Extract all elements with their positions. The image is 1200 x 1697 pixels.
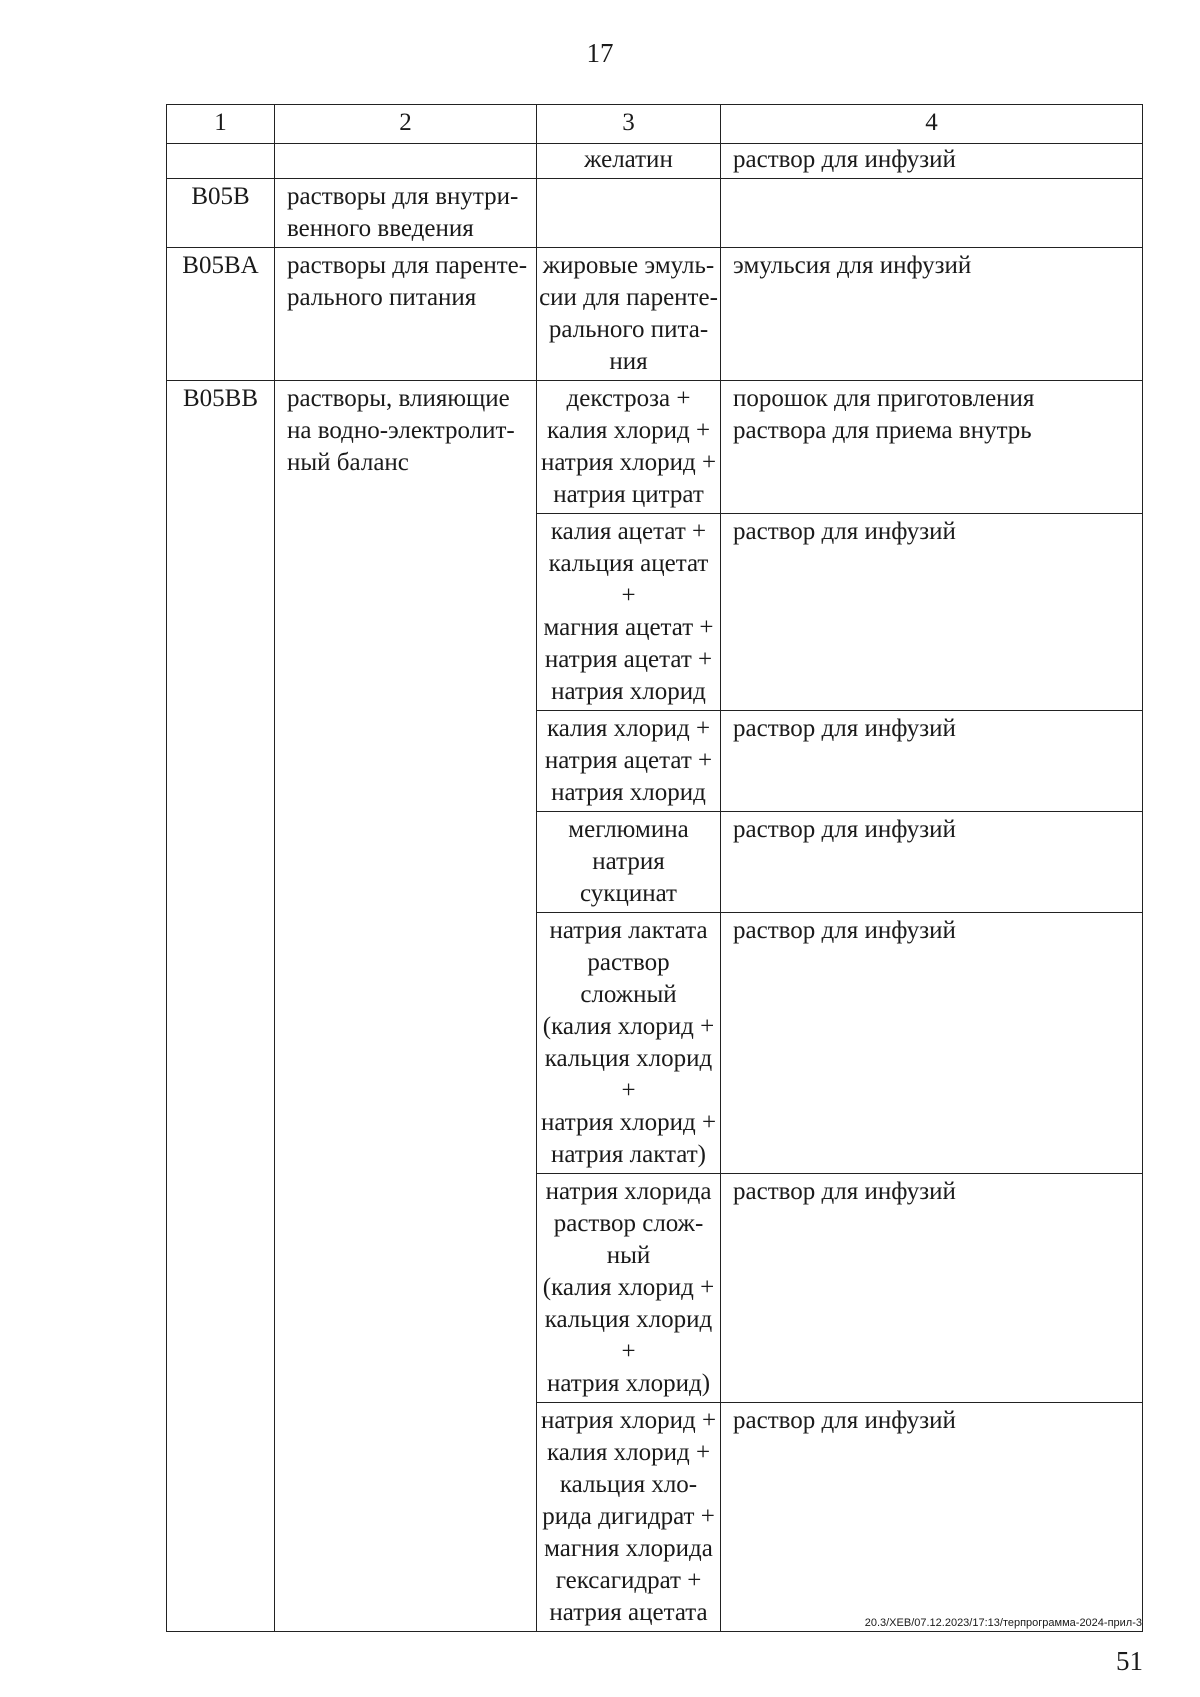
atc-code-cell: B05B (167, 179, 275, 248)
form-cell: раствор для инфузий (721, 1403, 1143, 1632)
table-header-row (167, 105, 1143, 144)
substance-cell: жировые эмуль- сии для паренте- рального пита- ния (537, 248, 721, 381)
form-cell: раствор для инфузий (721, 913, 1143, 1174)
header-col-2: 2 (275, 105, 537, 144)
table-row (167, 144, 1143, 179)
page-number-top: 17 (586, 38, 614, 68)
header-col-1: 1 (167, 105, 275, 144)
form-cell: раствор для инфузий (721, 514, 1143, 711)
substance-cell: натрия лактата раствор сложный (калия хлорид + кальция хлорид + натрия хлорид + натрия лактат) (537, 913, 721, 1174)
document-footer-code: 20.3/ХЕВ/07.12.2023/17:13/терпрограмма-2024-прил-3 (864, 1617, 1142, 1629)
group-cell: растворы для паренте- рального питания (275, 248, 537, 381)
page-number-bottom: 51 (1116, 1646, 1143, 1676)
group-cell: растворы, влияющие на водно-электролит- ный баланс (275, 381, 537, 1632)
table-row (167, 179, 1143, 248)
substance-cell: декстроза + калия хлорид + натрия хлорид + натрия цитрат (537, 381, 721, 514)
atc-code-cell: B05BA (167, 248, 275, 381)
group-cell: растворы для внутри- венного введения (275, 179, 537, 248)
substance-cell: желатин (537, 144, 721, 179)
substance-cell: натрия хлорида раствор слож- ный (калия хлорид + кальция хлорид + натрия хлорид) (537, 1174, 721, 1403)
table-row (167, 248, 1143, 381)
substance-cell: натрия хлорид + калия хлорид + кальция хло- рида дигидрат + магния хлорида гексагидрат + натрия ацетата (537, 1403, 721, 1632)
form-cell: порошок для приготовления раствора для приема внутрь (721, 381, 1143, 514)
header-col-3: 3 (537, 105, 721, 144)
form-cell: раствор для инфузий (721, 711, 1143, 812)
form-cell: эмульсия для инфузий (721, 248, 1143, 381)
form-cell: раствор для инфузий (721, 812, 1143, 913)
substance-cell: меглюмина натрия сукцинат (537, 812, 721, 913)
table-row (167, 381, 1143, 514)
drug-table (166, 104, 1143, 1632)
substance-cell: калия ацетат + кальция ацетат + магния ацетат + натрия ацетат + натрия хлорид (537, 514, 721, 711)
substance-cell: калия хлорид + натрия ацетат + натрия хлорид (537, 711, 721, 812)
atc-code-cell: B05BB (167, 381, 275, 1632)
form-cell: раствор для инфузий (721, 1174, 1143, 1403)
form-cell: раствор для инфузий (721, 144, 1143, 179)
header-col-4: 4 (721, 105, 1143, 144)
